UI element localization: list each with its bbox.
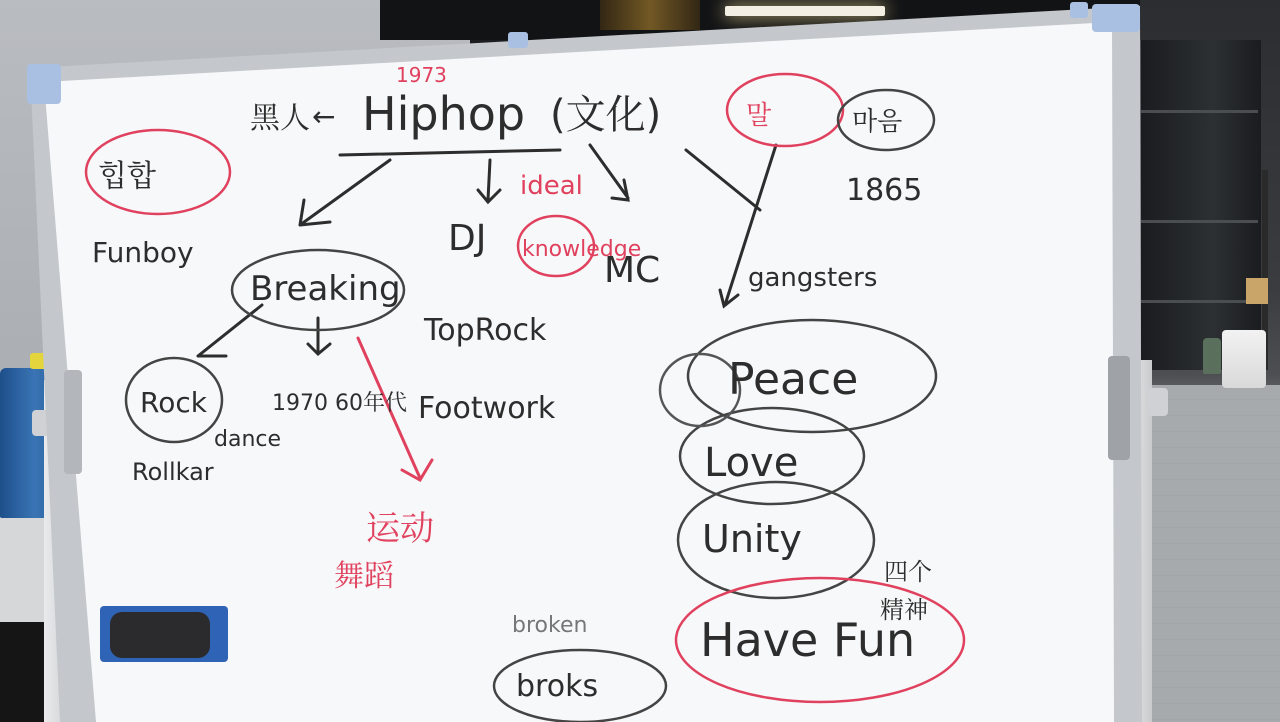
frame-corner: [27, 64, 61, 104]
korean-bottom: 四个: [884, 558, 932, 586]
love-label: Love: [704, 440, 799, 486]
gangsters-label: gangsters: [748, 263, 878, 293]
dance-label: dance: [214, 427, 282, 452]
hiphop-title: Hiphop: [362, 87, 526, 141]
have-fun-label: Have Fun: [700, 613, 916, 667]
frame-hinge: [64, 370, 82, 474]
left-head-label: 黑人: [250, 101, 310, 136]
frame-clip: [508, 32, 528, 48]
unity-label: Unity: [702, 517, 802, 561]
frame-clip: [1070, 2, 1088, 18]
culture-label: (文化): [550, 92, 662, 138]
broks-label: broks: [516, 669, 599, 704]
broken-small-label: broken: [512, 613, 588, 638]
korean-bottom-2: 精神: [880, 596, 928, 624]
korean-top: 마음: [852, 107, 903, 137]
frame-hinge: [1108, 356, 1130, 460]
year-1970-label: 1970 60年代: [272, 391, 407, 416]
red-word-1: 运动: [366, 509, 434, 549]
footwork-label: Footwork: [418, 391, 556, 426]
korean-top-red: 말: [746, 101, 772, 131]
circled-note: 힙합: [98, 159, 156, 194]
rock-label: Rock: [140, 386, 207, 419]
arrow-glyph: ←: [312, 100, 336, 133]
knowledge-label: knowledge: [522, 237, 642, 262]
peace-label: Peace: [728, 354, 859, 405]
ideal-label: ideal: [520, 171, 583, 201]
mc-label: MC: [604, 250, 661, 291]
frame-corner: [1092, 4, 1140, 32]
eraser-felt: [110, 612, 210, 658]
year-label: 1973: [396, 63, 447, 87]
toprock-label: TopRock: [424, 313, 547, 348]
year-1865-label: 1865: [846, 173, 923, 208]
dj-label: DJ: [448, 218, 487, 259]
red-word-2: 舞蹈: [334, 559, 394, 594]
rollkar-label: Rollkar: [132, 458, 214, 486]
funboy-label: Funboy: [92, 236, 194, 269]
breaking-label: Breaking: [250, 269, 401, 309]
